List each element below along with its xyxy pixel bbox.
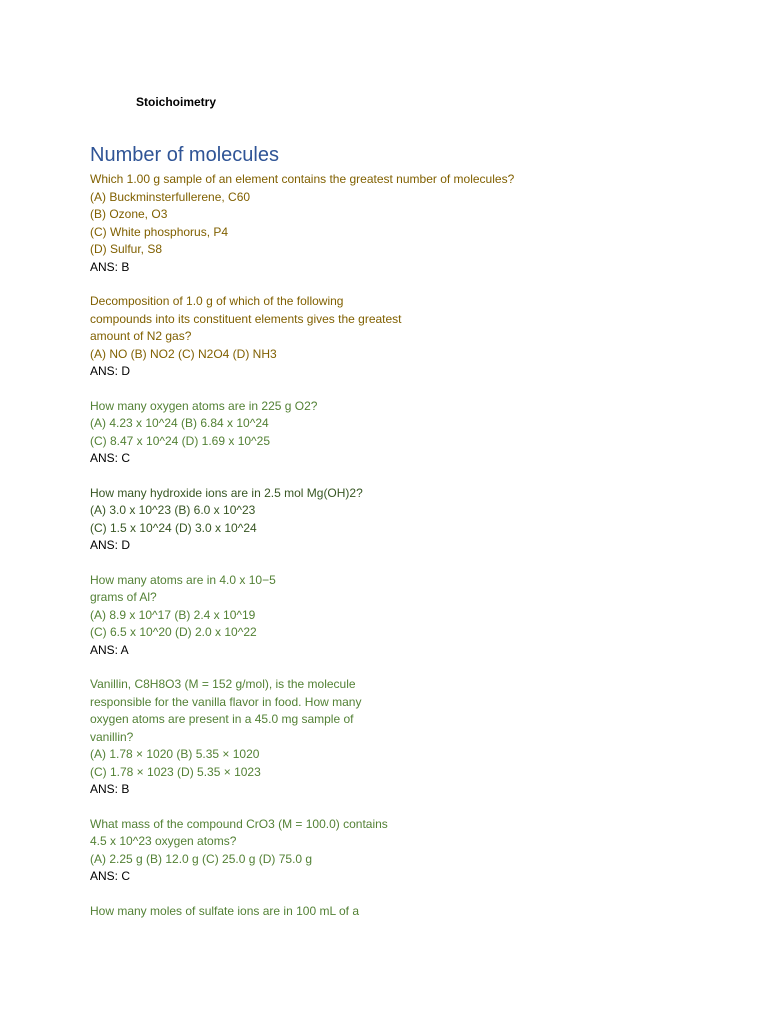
question-block [90, 485, 710, 555]
question-line: (A) Buckminsterfullerene, C60 [90, 189, 251, 204]
question-block [90, 572, 710, 660]
question-line: compounds into its constituent elements gives the greatest [90, 311, 402, 326]
question-line: (A) 3.0 x 10^23 (B) 6.0 x 10^23 [90, 503, 256, 517]
question-text: Vanillin, C8H8O3 (M = 152 g/mol), is the molecule [90, 677, 356, 691]
question-block [90, 293, 710, 381]
question-line: (C) 1.78 × 1023 (D) 5.35 × 1023 [90, 764, 261, 779]
question-line: vanillin? [90, 729, 134, 744]
question-line: amount of N2 gas? [90, 329, 192, 343]
question-list [90, 171, 710, 920]
question-line: (A) 8.9 x 10^17 (B) 2.4 x 10^19 [90, 607, 256, 622]
question-line: (A) 1.78 × 1020 (B) 5.35 × 1020 [90, 747, 260, 761]
question-text: How many moles of sulfate ions are in 100 mL of a [90, 903, 360, 918]
question-line: (C) 8.47 x 10^24 (D) 1.69 x 10^25 [90, 433, 271, 448]
question-block [90, 676, 710, 799]
question-line: (A) 4.23 x 10^24 (B) 6.84 x 10^24 [90, 416, 269, 430]
question-line: 4.5 x 10^23 oxygen atoms? [90, 834, 237, 848]
question-line: (A) NO (B) NO2 (C) N2O4 (D) NH3 [90, 346, 277, 361]
document-header: Stoichoimetry [136, 95, 217, 109]
question-text: How many hydroxide ions are in 2.5 mol Mg(OH)2? [90, 485, 363, 500]
question-text: Decomposition of 1.0 g of which of the following [90, 294, 344, 308]
question-block [90, 816, 710, 886]
answer-line: ANS: B [90, 259, 130, 274]
question-line: (B) Ozone, O3 [90, 207, 168, 221]
question-text: Which 1.00 g sample of an element contains the greatest number of molecules? [90, 172, 515, 186]
answer-line: ANS: A [90, 642, 129, 657]
question-text: What mass of the compound CrO3 (M = 100.0) contains [90, 816, 388, 831]
question-text: How many atoms are in 4.0 x 10−5 [90, 572, 276, 587]
question-line: (C) 1.5 x 10^24 (D) 3.0 x 10^24 [90, 520, 257, 535]
question-block [90, 398, 710, 468]
question-line: responsible for the vanilla flavor in food. How many [90, 694, 362, 709]
question-text: How many oxygen atoms are in 225 g O2? [90, 398, 318, 413]
answer-line: ANS: D [90, 538, 131, 552]
question-line: (D) Sulfur, S8 [90, 242, 163, 256]
question-line: grams of Al? [90, 590, 157, 604]
document-content [90, 141, 710, 937]
question-line: (C) 6.5 x 10^20 (D) 2.0 x 10^22 [90, 625, 257, 639]
answer-line: ANS: B [90, 782, 130, 796]
answer-line: ANS: C [90, 869, 131, 883]
question-block [90, 171, 710, 276]
answer-line: ANS: C [90, 451, 131, 465]
question-block [90, 903, 710, 921]
answer-line: ANS: D [90, 364, 131, 378]
question-line: (C) White phosphorus, P4 [90, 224, 229, 239]
question-line: oxygen atoms are present in a 45.0 mg sample of [90, 712, 354, 726]
section-heading: Number of molecules [90, 144, 279, 166]
question-line: (A) 2.25 g (B) 12.0 g (C) 25.0 g (D) 75.0 g [90, 851, 313, 866]
